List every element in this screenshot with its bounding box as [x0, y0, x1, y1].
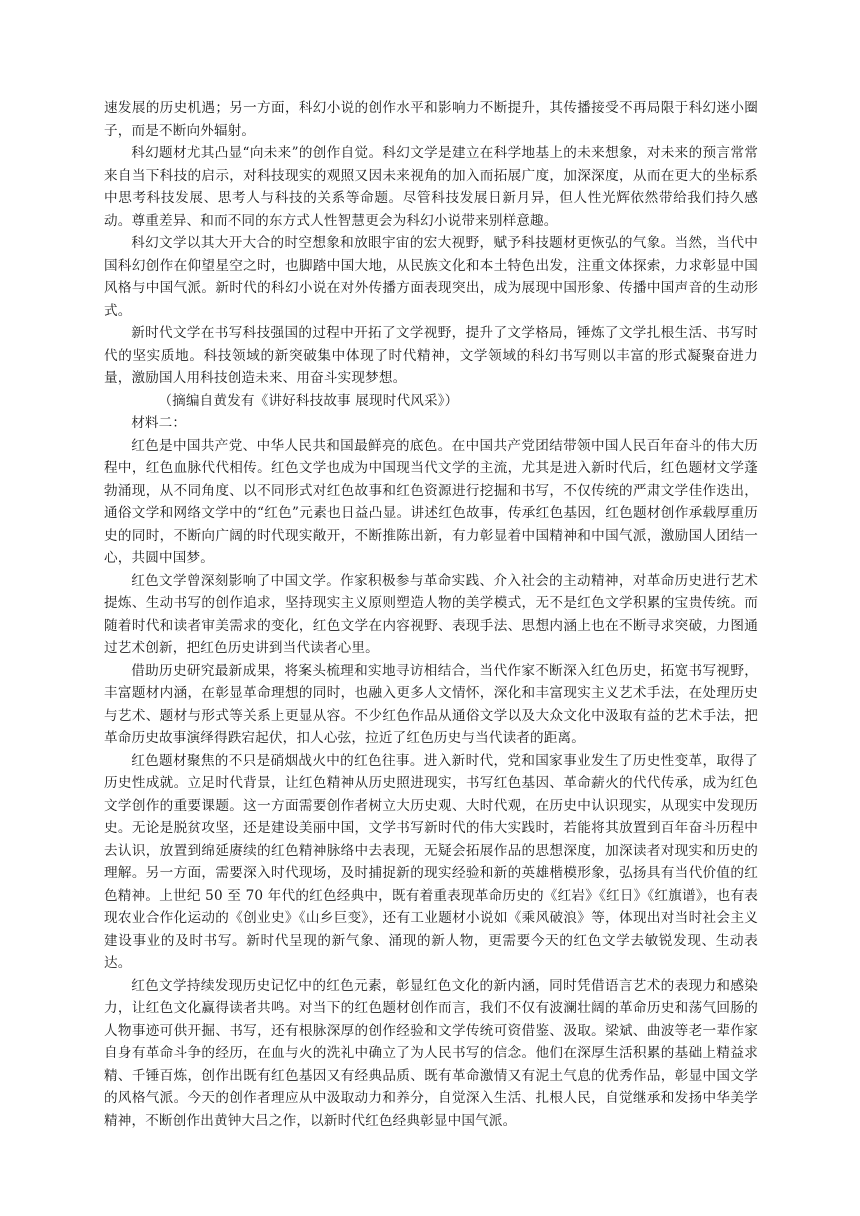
paragraph-continuation: 速发展的历史机遇；另一方面，科幻小说的创作水平和影响力不断提升，其传播接受不再局限于科幻迷小圈子，而是不断向外辐射。: [104, 100, 758, 139]
paragraph-red-themes-focus: 红色题材聚焦的不只是硝烟战火中的红色往事。进入新时代，党和国家事业发生了历史性变革，取得了历史性成就。立足时代背景，让红色精神从历史照进现实，书写红色基因、革命薪火的代代传承，成为红色文学创作的重要课题。这一方面需要创作者树立大历史观、大时代观，在历史中认识现实，从现实中发现历史。无论是脱贫攻坚，还是建设美丽中国，文学书写新时代的伟大实践时，若能将其放置到百年奋斗历程中去认识，放置到绵延赓续的红色精神脉络中去表现，无疑会拓展作品的思想深度，加深读者对现实和历史的理解。另一方面，需要深入时代现场，及时捕捉新的现实经验和新的英雄楷模形象，弘扬具有当代价值的红色精神。上世纪 50 至 70 年代的红色经典中，既有着重表现革命历史的《红岩》《红日》《红旗谱》，也有表现农业合作化运动的《创业史》《山乡巨变》，还有工业题材小说如《乘风破浪》等，体现出对当时社会主义建设事业的及时书写。新时代呈现的新气象、涌现的新人物，更需要今天的红色文学去敏锐发现、生动表达。: [104, 752, 758, 971]
paragraph-new-era-literature: 新时代文学在书写科技强国的过程中开拓了文学视野，提升了文学格局，锤炼了文学扎根生活、书写时代的坚实质地。科技领域的新突破集中体现了时代精神，文学领域的科幻书写则以丰富的形式凝聚奋进力量，激励国人用科技创造未来、用奋斗实现梦想。: [104, 325, 758, 386]
source-citation: （摘编自黄发有《讲好科技故事 展现时代风采》）: [158, 392, 459, 409]
material-heading: 材料二：: [131, 415, 187, 431]
paragraph-scifi-vision: 科幻文学以其大开大合的时空想象和放眼宇宙的宏大视野，赋予科技题材更恢弘的气象。当然，当代中国科幻创作在仰望星空之时，也脚踏中国大地，从民族文化和本土特色出发，注重文体探索，力求彰显中国风格与中国气派。新时代的科幻小说在对外传播方面表现突出，成为展现中国形象、传播中国声音的生动形式。: [104, 235, 758, 319]
paragraph-red-literature-continuity: 红色文学持续发现历史记忆中的红色元素，彰显红色文化的新内涵，同时凭借语言艺术的表现力和感染力，让红色文化赢得读者共鸣。对当下的红色题材创作而言，我们不仅有波澜壮阔的革命历史和荡气回肠的人物事迹可供开掘、书写，还有根脉深厚的创作经验和文学传统可资借鉴、汲取。梁斌、曲波等老一辈作家自身有革命斗争的经历，在血与火的洗礼中确立了为人民书写的信念。他们在深厚生活积累的基础上精益求精、千锤百炼，创作出既有红色基因又有经典品质、既有革命激情又有泥土气息的优秀作品，彰显中国文学的风格气派。今天的创作者理应从中汲取动力和养分，自觉深入生活、扎根人民，自觉继承和发扬中华美学精神，不断创作出黄钟大吕之作，以新时代红色经典彰显中国气派。: [104, 977, 758, 1129]
document-body: [104, 97, 758, 1132]
paragraph-red-color: 红色是中国共产党、中华人民共和国最鲜亮的底色。在中国共产党团结带领中国人民百年奋斗的伟大历程中，红色血脉代代相传。红色文学也成为中国现当代文学的主流，尤其是进入新时代后，红色题材文学蓬勃涌现，从不同角度、以不同形式对红色故事和红色资源进行挖掘和书写，不仅传统的严肃文学佳作迭出，通俗文学和网络文学中的“红色”元素也日益凸显。讲述红色故事，传承红色基因，红色题材创作承载厚重历史的同时，不断向广阔的时代现实敞开，不断推陈出新，有力彰显着中国精神和中国气派，激励国人团结一心，共圆中国梦。: [104, 437, 758, 566]
paragraph-red-literature-influence: 红色文学曾深刻影响了中国文学。作家积极参与革命实践、介入社会的主动精神，对革命历史进行艺术提炼、生动书写的创作追求，坚持现实主义原则塑造人物的美学模式，无不是红色文学积累的宝贵传统。而随着时代和读者审美需求的变化，红色文学在内容视野、表现手法、思想内涵上也在不断寻求突破，力图通过艺术创新，把红色历史讲到当代读者心里。: [104, 572, 758, 656]
paragraph-scifi-future: 科幻题材尤其凸显“向未来”的创作自觉。科幻文学是建立在科学地基上的未来想象，对未来的预言常常来自当下科技的启示，对科技现实的观照又因未来视角的加入而拓展广度，加深深度，从而在更大的坐标系中思考科技发展、思考人与科技的关系等命题。尽管科技发展日新月异，但人性光辉依然带给我们持久感动。尊重差异、和而不同的东方式人性智慧更会为科幻小说带来别样意趣。: [104, 145, 758, 229]
paragraph-historical-research: 借助历史研究最新成果，将案头梳理和实地寻访相结合，当代作家不断深入红色历史，拓宽书写视野，丰富题材内涵，在彰显革命理想的同时，也融入更多人文情怀，深化和丰富现实主义艺术手法，在处理历史与艺术、题材与形式等关系上更显从容。不少红色作品从通俗文学以及大众文化中汲取有益的艺术手法，把革命历史故事演绎得跌宕起伏，扣人心弦，拉近了红色历史与当代读者的距离。: [104, 662, 758, 746]
